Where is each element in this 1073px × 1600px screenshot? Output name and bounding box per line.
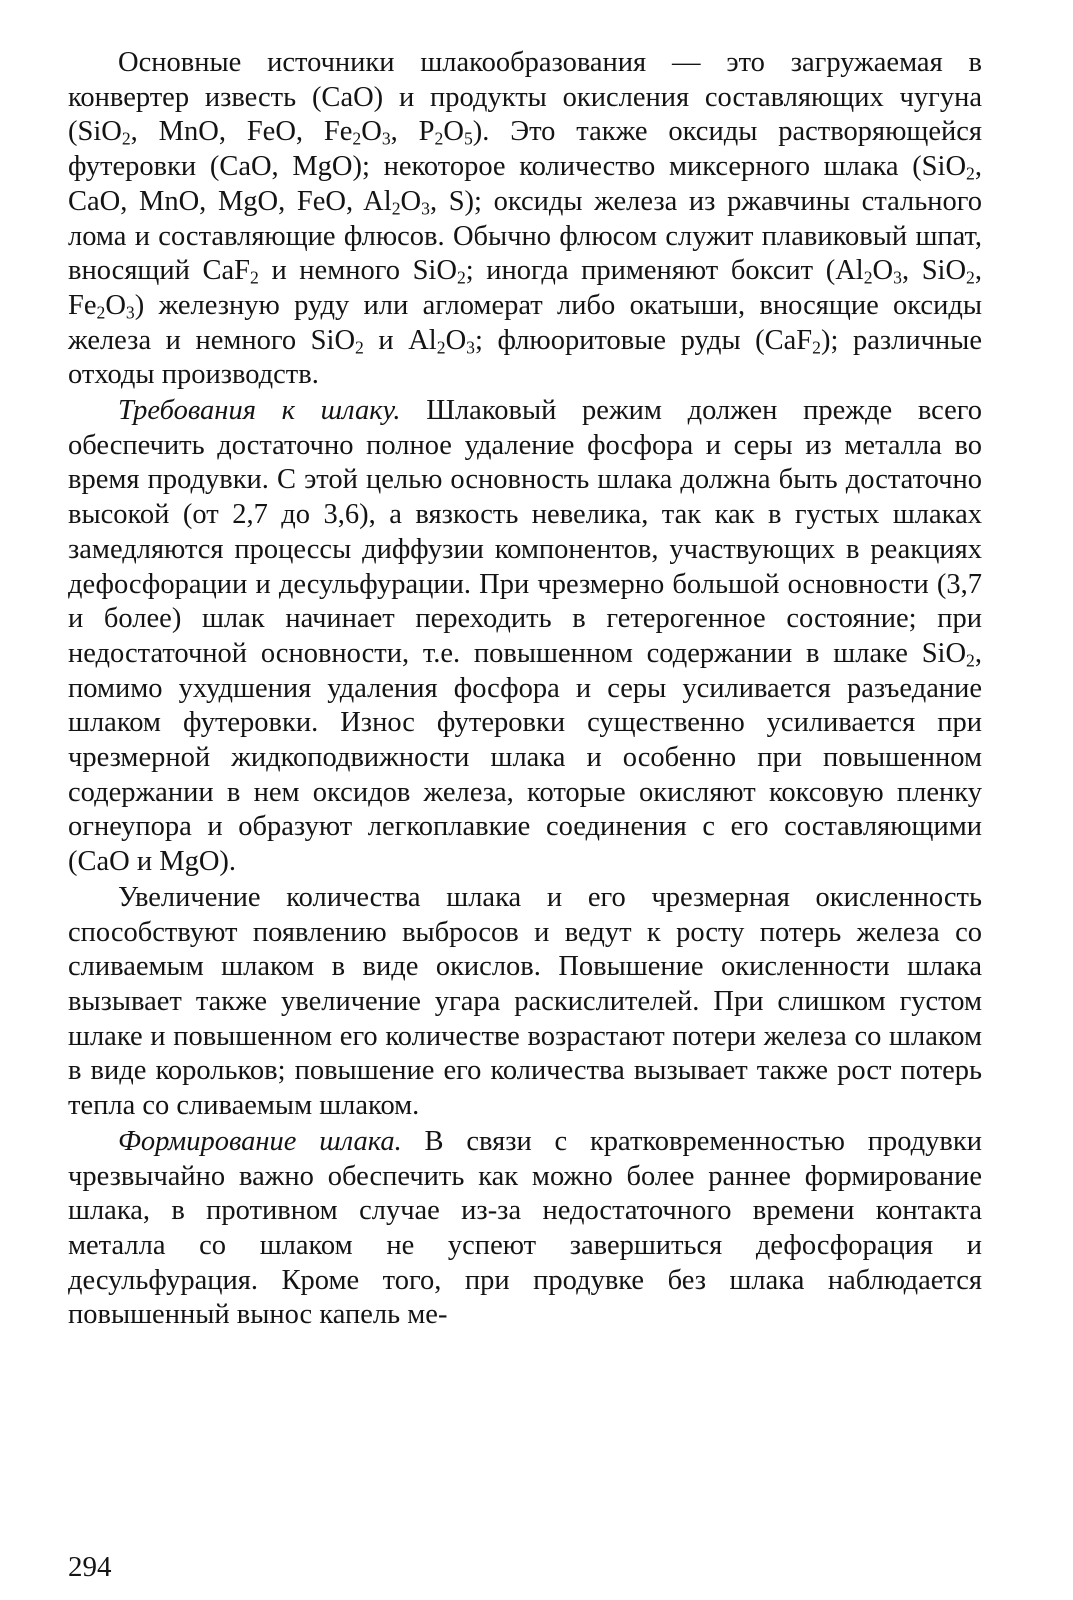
paragraph-slag-formation — [68, 1125, 982, 1333]
page-text — [68, 46, 982, 1333]
paragraph-lead: Требования к шлаку. — [118, 395, 401, 427]
paragraph-body: Шлаковый режим должен прежде всего обеспечить достаточно полное удаление фосфора и серы из металла во время продувки. С этой целью основность шлака должна быть достаточно высокой (от 2,7 до 3,6), а вязкость невелика, так как в густых шлаках замедляются процессы диффузии компонентов, участвующих в реакциях дефосфорации и десульфурации. При чрезмерно большой основности (3,7 и более) шлак начинает переходить в гетерогенное состояние; при недостаточной основности, т.е. повышенном содержании в шлаке SiO$_2$, помимо ухудшения удаления фосфора и серы усиливается разъедание шлаком футеровки. Износ футеровки существенно усиливается при чрезмерной жидкоподвижности шлака и особенно при повышенном содержании в нем оксидов железа, которые окисляют коксовую пленку огнеупора и образуют легкоплавкие соединения с его составляющими (CaO и MgO). — [68, 395, 982, 878]
paragraph-slag-sources — [68, 46, 982, 393]
paragraph-lead: Формирование шлака. — [118, 1125, 402, 1157]
paragraph-body: Основные источники шлакообразования — это загружаемая в конвертер известь (CaO) и продукты окисления составляющих чугуна (SiO$_2$, MnO, FeO, $Fe_2O_3$, $P_2O_5$). Это также оксиды растворяющейся футеровки (CaO, MgO); некоторое количество миксерного шлака (SiO$_2$, CaO, MnO, MgO, FeO, $Al_2O_3$, S); оксиды железа из ржавчины стального лома и составляющие флюсов. Обычно флюсом служит плавиковый шпат, вносящий CaF$_2$ и немного SiO$_2$; иногда применяют боксит ($Al_2O_3$, SiO$_2$, $Fe_2O_3$) железную руду или агломерат либо окатыши, вносящие оксиды железа и немного SiO$_2$ и $Al_2O_3$; флюоритовые руды (CaF$_2$); различные отходы производств. — [68, 47, 982, 391]
paragraph-slag-requirements — [68, 394, 982, 880]
paragraph-body: В связи с кратковременностью продувки чрезвычайно важно обеспечить как можно более раннее формирование шлака, в противном случае из-за недостаточного времени контакта металла со шлаком не успеют завершиться дефосфорация и десульфурация. Кроме того, при продувке без шлака наблюдается повышенный вынос капель ме- — [68, 1125, 982, 1331]
page-number: 294 — [68, 1551, 112, 1583]
paragraph-slag-quantity — [68, 881, 982, 1124]
paragraph-body: Увеличение количества шлака и его чрезмерная окисленность способствуют появлению выбросов и ведут к росту потерь железа со сливаемым шлаком в виде окислов. Повышение окисленности шлака вызывает также увеличение угара раскислителей. При слишком густом шлаке и повышенном его количестве возрастают потери железа со шлаком в виде корольков; повышение его количества вызывает также рост потерь тепла со сливаемым шлаком. — [68, 881, 982, 1122]
